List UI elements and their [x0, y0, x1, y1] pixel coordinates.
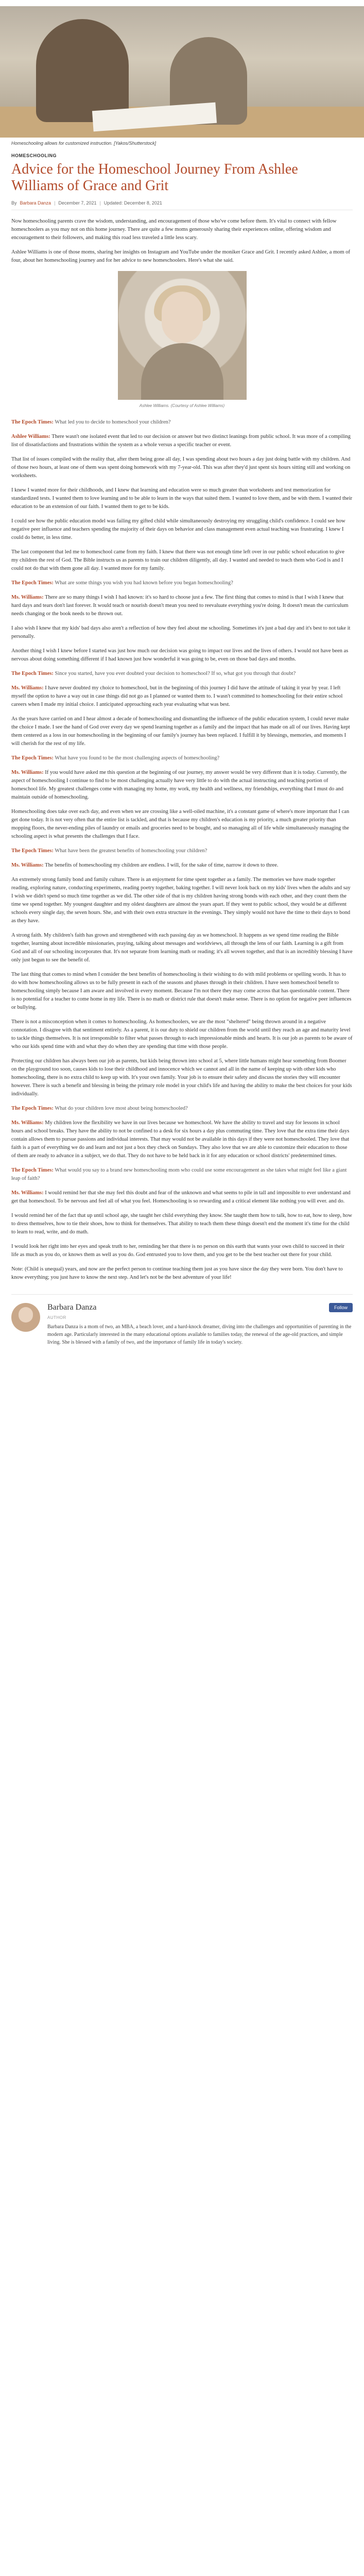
published-date: December 7, 2021 — [58, 200, 97, 206]
byline-author-link[interactable]: Barbara Danza — [20, 200, 51, 206]
author-header — [47, 1303, 353, 1312]
question — [11, 670, 353, 678]
follow-button[interactable]: Follow — [329, 1303, 353, 1312]
answer-paragraph — [11, 715, 353, 748]
answer-paragraph — [11, 769, 353, 802]
author-info — [47, 1303, 353, 1346]
answer-text: I knew I wanted more for their childhoods, and I knew that learning and education were so much greater than worksheets and test memorization for standardized tests. I wanted them to love learning and to be able to learn in the ways that suited them. I wanted to love them, and be with them. I wanted their education to be an extension of our faith. I wanted them to get to be kids. — [11, 487, 353, 510]
article-title: Advice for the Homeschool Journey From Ashlee Williams of Grace and Grit — [11, 161, 298, 194]
question — [11, 847, 353, 855]
answer-text: Homeschooling does take over each day, and even when we are crossing like a well-oiled machine, it's a constant game of where's more important that I can get done today. It is not very often that the entire list is tackled, and that is because my children's education is my priority, a much greater priority than mopping floors, the never-ending piles of laundry or emails and groceries need to be bought, and so managing all of life while simultaneously managing the schooling aspect is what presents the challenges that I face. — [11, 809, 350, 839]
answer-paragraph — [11, 548, 353, 573]
answer-text: As the years have carried on and I hear almost a decade of homeschooling and dismantling the influence of the public education system, I could never make the choice I made. I see the hand of God over every day we spend learning together as a family and the impact that has made on all of our lives. Having kept them centered as a loss in our homeschooling in the beginning of our family's journey has been replaced. I fulfill it by blessings, memories, and moments I will cherish for the rest of my life. — [11, 716, 350, 747]
question-label: The Epoch Times: — [11, 1106, 54, 1111]
author-photo — [118, 271, 247, 400]
answer-text: If you would have asked me this question at the beginning of our journey, my answer would be very different than it is today. Currently, the aspect of homeschooling I continue to find to be most challenging actually have very little to do with the actual instructing and teaching portion of homeschool life. My greatest challenges come with managing my home, my work, my health and wellness, my friendships, everything that I must do and maintain outside of homeschooling. — [11, 770, 347, 800]
answer-text: There is not a misconception when it comes to homeschooling. As homeschoolers, we are the most "sheltered" being thrown around in a negative connotation. I disagree with that sentiment entirely. As a parent, it is our duty to shield our children from the world until they reach an age and maturity level to tackle things themselves. It is not irresponsible to filter what passes through to each impressionable minds and hearts. It is our job as parents to be aware of who our kids spend time with and what they do when they are spending that time with those people. — [11, 1019, 353, 1049]
answer-paragraph — [11, 1265, 353, 1282]
answer-paragraph — [11, 1018, 353, 1051]
answer-paragraph — [11, 624, 353, 641]
hero-image — [0, 6, 364, 138]
hero-caption: Homeschooling allows for customized instruction. [Yakos/Shutterstock] — [11, 141, 156, 146]
author-box — [11, 1294, 353, 1346]
question-text: What would you say to a brand new homeschooling mom who could use some encouragement as she takes what might feel like a giant leap of faith? — [11, 1167, 347, 1181]
answer-text: My children love the flexibility we have in our lives because we homeschool. We have the ability to travel and stay for lessons in school hours and school breaks. They have the ability to not be confined to a desk for six hours a day plus commuting time. They love that the extra time their days contain allows them to pursue passions and individual interests. That may would not be available in this days if they were not homeschooled. They love that faith is a part of everything we do and learn and not just a box they check on Sundays. They also love that we are able to customize their education to those of them are ready to advance in a subject, we do that. They do not have to be held back in it for any education or school districts' predetermined times. — [11, 1120, 350, 1159]
answer-text: I would remind her of the fact that up until school age, she taught her child everything they know. She taught them how to talk, how to eat, how to sleep, how to dress themselves, how to tie their shoes, how to think for themselves. That ability to teach them these things doesn't end the moment it's time for the child to learn to read, write, and do math. — [11, 1213, 352, 1235]
photo-face — [162, 292, 203, 343]
answer-paragraph — [11, 1243, 353, 1259]
intro-paragraph: Ashlee Williams is one of those moms, sharing her insights on Instagram and YouTube under the moniker Grace and Grit. I recently asked Ashlee, a mom of four, about her homeschooling journey and for her advice to new homeschoolers. Here's what she said. — [11, 249, 351, 263]
answer-text: I could see how the public education model was failing my gifted child while simultaneously destroying my struggling child's confidence. I could see how negative peer influence and teachers spending the majority of their days on behavior and class management even actual teaching was frustrating. I knew I could do better, in less time. — [11, 518, 345, 540]
answer-text: The last component that led me to homeschool came from my faith. I knew that there was not enough time left over in our public school education to give my children the rest of God. The Bible instructs us as parents to train our children diligently, all day. I wanted and needed to teach them who God is and I could not do that with them gone all day. I wanted more for my family. — [11, 549, 345, 571]
answer-paragraph — [11, 594, 353, 618]
answer-paragraph — [11, 1119, 353, 1160]
answer-paragraph — [11, 684, 353, 709]
question-text: Since you started, have you ever doubted your decision to homeschool? If so, what got you through that doubt? — [55, 671, 296, 676]
answer-paragraph — [11, 486, 353, 511]
answer-paragraph — [11, 861, 353, 870]
answer-label: Ms. Williams: — [11, 685, 44, 691]
answer-paragraph — [11, 808, 353, 841]
question-text: What are some things you wish you had known before you began homeschooling? — [55, 580, 233, 586]
meta-separator: | — [54, 200, 56, 206]
byline-prefix: By — [11, 200, 17, 206]
answer-text: I would remind her that she may feel this doubt and fear of the unknown and what seems to pile in tall and impossible to ever understand and get that homeschool. To be nervous and feel all of what you feel. Homeschooling is so rewarding and a critical element like nothing you will ever. and do. — [11, 1190, 351, 1204]
answer-label: Ms. Williams: — [11, 862, 44, 868]
question-label: The Epoch Times: — [11, 848, 54, 854]
answer-paragraph — [11, 876, 353, 925]
answer-label: Ms. Williams: — [11, 595, 44, 600]
answer-paragraph — [11, 455, 353, 480]
question-text: What do your children love most about being homeschooled? — [55, 1106, 188, 1111]
question-text: What led you to decide to homeschool your children? — [55, 419, 171, 425]
question — [11, 1166, 353, 1183]
article-body — [11, 217, 353, 1282]
answer-paragraph — [11, 433, 353, 449]
question — [11, 418, 353, 427]
answer-text: Note: (Child is unequal) years, and now are the perfect person to continue teaching them just as you have since the day they were born. You don't have to know everything; you just have to know the next step. And let's not be the best adventure of your life! — [11, 1266, 343, 1280]
answer-paragraph — [11, 1212, 353, 1236]
question — [11, 579, 353, 587]
category-label[interactable]: HOMESCHOOLING — [11, 153, 57, 158]
answer-text: The last thing that comes to mind when I consider the best benefits of homeschooling is their wishing to do with mild problems or spelling words. It has to do with how homeschooling allows us to be fully present in each of the seasons and phases through in their children. I have seen homeschool benefit to homeschooling simply because I am aware and involved in every moment. Because I'm not there they may come across that has questionable content. There is no potential for a teacher to come home in my life. There is no math or district rule that doesn't make sense. There is no option for negative peer influences or bullying. — [11, 972, 352, 1010]
answer-text: Another thing I wish I knew before I started was just how much our decision was going to impact our lives and the lives of others. I would not have been as nervous about doing something different if I had known just how wonderful it was going to be, even on those bad days and months. — [11, 648, 349, 662]
answer-paragraph — [11, 517, 353, 542]
answer-label: Ms. Williams: — [11, 770, 44, 775]
answer-label: Ms. Williams: — [11, 1120, 44, 1126]
question — [11, 754, 353, 762]
question — [11, 1105, 353, 1113]
question-label: The Epoch Times: — [11, 419, 54, 425]
updated-date: Updated: December 8, 2021 — [103, 200, 162, 206]
answer-text: A strong faith. My children's faith has grown and strengthened with each passing day as we homeschool. It happens as we spend time reading the Bible together, learning about incredible missionaries, praying, talking about messages and worldviews, all through the lens of our faith. Learning is a gift from God and all of our schooling incorporates that. It's not separate from learning math or reading; it's all woven together, and that is an incredibly blessing I have only just begun to see the benefit of. — [11, 933, 353, 963]
photo-body — [141, 343, 223, 400]
answer-text: There are so many things I wish I had known: it's so hard to choose just a few. The first thing that comes to mind is that I wish I knew that hard days and tears don't last forever. It would teach or nourish doesn't mean you need to reevaluate everything you're doing. It doesn't mean the curriculum needs changing or the book needs to be thrown out. — [11, 595, 349, 617]
answer-text: That list of issues compiled with the reality that, after them being gone all day, I was spending about two hours a day just doing battle with my children. And of those two hours, at least one of them was spent doing homework with my 7-year-old. This was after they'd just spent six hours sitting still and working on worksheets. — [11, 456, 351, 479]
answer-text: There wasn't one isolated event that led to our decision or answer but two distinct leanings from public school. It was more of a compiling list of dissatisfactions and frustrations within the system as a whole versus a specific teacher or event. — [11, 434, 351, 448]
answer-text: An extremely strong family bond and family culture. There is an enjoyment for time spent together as a family. The memories we have made together reading, exploring nature, conducting experiments, reading poetry together, baking together. I will never look back on my kids' lives when the adults and say I wish we didn't spend so much time together as we did. The other side of that is my children having strong bonds with each other, and they count them the time we spend together. My youngest daughter and my oldest daughters are almost the years apart. If they went to public school, they would be at different schools every single day, the seven hours. She, and with their own extra structure in the evenings. They simply would not have the time to their days to bond as they have. — [11, 877, 351, 924]
answer-paragraph — [11, 931, 353, 964]
author-name[interactable]: Barbara Danza — [47, 1303, 97, 1312]
avatar[interactable] — [11, 1303, 40, 1332]
question-label: The Epoch Times: — [11, 755, 54, 761]
answer-label: Ms. Williams: — [11, 1190, 44, 1196]
answer-paragraph — [11, 1189, 353, 1206]
question-label: The Epoch Times: — [11, 1167, 54, 1173]
question-label: The Epoch Times: — [11, 671, 54, 676]
question-text: What have been the greatest benefits of homeschooling your children? — [55, 848, 207, 854]
answer-text: I also wish I knew that my kids' bad days also aren't a reflection of how they feel about me schooling. Sometimes it's just a bad day and it's best to not take it personally. — [11, 625, 351, 639]
qa-section — [11, 418, 353, 1282]
answer-text: Protecting our children has always been our job as parents, but kids being thrown into school at 5, where little humans might hear something from Boomer on the playground too soon, causes kids to lose their childhood and innocence which we cannot and all in the name of keeping up with other kids who homeschooling, there is no extra child to keep up with. It's your own family. Your job is to ensure their safety and discuss the stories they will encounter however. There is such a benefit and blessing in being the primary role model in your child's life and having the ability to make the best choices for your kids individually. — [11, 1058, 352, 1097]
author-label: AUTHOR — [47, 1315, 66, 1320]
answer-label: Ashlee Williams: — [11, 434, 50, 439]
meta-separator: | — [99, 200, 101, 206]
answer-paragraph — [11, 971, 353, 1012]
photo-caption: Ashlee Williams. (Courtesy of Ashlee Williams) — [139, 403, 225, 408]
intro-paragraph: Now homeschooling parents crave the wisdom, understanding, and encouragement of those who've come before them. It's vital to connect with fellow homeschoolers as you may not on this home journey. There are quite a few moms generously sharing their experiences online, offering wisdom and encouragement to their followers, and making this road less traveled a little less scary. — [11, 218, 337, 241]
article-meta — [11, 200, 353, 206]
answer-paragraph — [11, 647, 353, 664]
author-bio: Barbara Danza is a mom of two, an MBA, a beach lover, and a hard-knock dreamer, diving into the challenges and opportunities of parenting in the modern age. Particularly interested in the many educational options available to families today, the renewal of the age-old practices, and simple living. She is blessed with a family of two, and the importance of family life in today's society. — [47, 1324, 352, 1345]
answer-text: I would look her right into her eyes and speak truth to her, reminding her that there is no person on this earth that wants your own child to succeed in their life as much as you do, or knows them as well as you do. God entrusted you to love them, and you get to be the best teacher out there for your child. — [11, 1244, 344, 1258]
answer-paragraph — [11, 1057, 353, 1098]
answer-text: I have never doubted my choice to homeschool, but in the beginning of this journey I did have the attitude of taking it year by year. I left myself the option to have a way out in case things did not go as I planned or wanted them to. I wasn't committed to homeschooling for their entire school careers when I made my initial choice. I anticipated approaching each year evaluating what was best. — [11, 685, 343, 707]
answer-text: The benefits of homeschooling my children are endless. I will, for the sake of time, narrow it down to three. — [45, 862, 279, 868]
hero-figure-parent — [36, 19, 129, 122]
question-label: The Epoch Times: — [11, 580, 54, 586]
question-text: What have you found to be the most challenging aspects of homeschooling? — [55, 755, 220, 761]
